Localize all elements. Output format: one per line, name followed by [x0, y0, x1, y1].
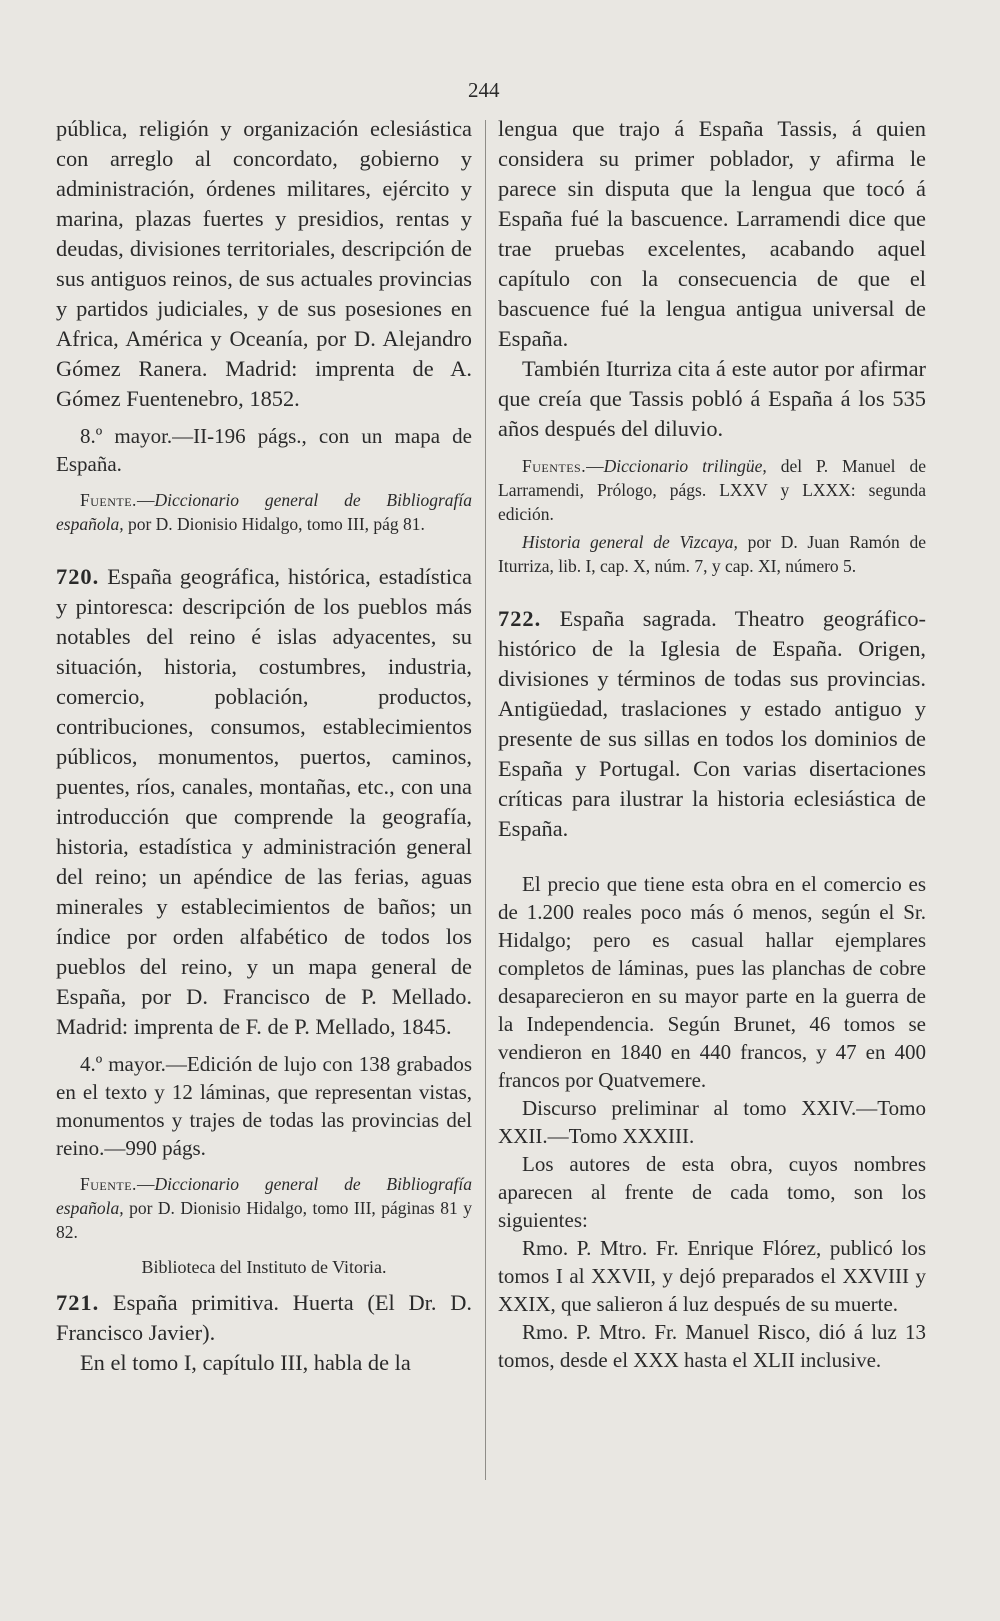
source-title: Diccionario trilingüe,: [603, 456, 767, 476]
source-rest: del P. Manuel de Larramendi, Prólogo, págs. LXXV y LXXX: segunda edición.: [498, 456, 926, 524]
florez-paragraph: Rmo. P. Mtro. Fr. Enrique Flórez, publicó los tomos I al XXVII, y dejó preparados el XXVIII y XXIX, que salieron á luz después de su muerte.: [498, 1236, 926, 1316]
entry-text: España geográfica, histórica, estadística y pintoresca: descripción de los pueblos más notables del reino é islas adyacentes, su situación, historia, costumbres, industria, comercio, población, productos, contribuciones, consumos, establecimientos públicos, monumentos, puertos, caminos, puentes, ríos, canales, montañas, etc., con una introducción que comprende la geografía, historia, estadística y administración general del reino; un apéndice de las ferias, aguas minerales y establecimientos de baños; un índice por orden alfabético de todos los pueblos del reino, y un mapa general de España, por D. Francisco de P. Mellado. Madrid: imprenta de F. de P. Mellado, 1845.: [56, 564, 472, 1039]
right-column: [498, 114, 926, 1374]
source-title: Diccionario general de Bibliografía española,: [56, 490, 472, 534]
source-rest: por D. Dionisio Hidalgo, tomo III, pág 81.: [123, 514, 425, 534]
source-note-3: Fuentes.—Diccionario trilingüe, del P. Manuel de Larramendi, Prólogo, págs. LXXV y LXXX: segunda edición.: [498, 456, 926, 524]
source-label: Fuente.: [80, 1174, 137, 1194]
left-column: [56, 114, 472, 1378]
column-divider: [485, 120, 486, 1480]
entry-722: [498, 604, 926, 844]
authors-paragraph: Los autores de esta obra, cuyos nombres aparecen al frente de cada tomo, son los siguientes:: [498, 1152, 926, 1232]
entry-number: 720.: [56, 564, 100, 589]
source-note-1: Fuente.—Diccionario general de Bibliografía española, por D. Dionisio Hidalgo, tomo III, pág 81.: [56, 490, 472, 534]
entry-number: 721.: [56, 1290, 100, 1315]
discurso-paragraph: Discurso preliminar al tomo XXIV.—Tomo XXII.—Tomo XXXIII.: [498, 1096, 926, 1148]
source-note-4: [498, 530, 926, 578]
source-rest: por D. Dionisio Hidalgo, tomo III, páginas 81 y 82.: [56, 1198, 472, 1242]
right-continuation-text: lengua que trajo á España Tassis, á quien considera su primer poblador, y afirma le parece sin disputa que la lengua que tocó á España fué la bascuence. Larramendi dice que trae pruebas excelentes, acabando aquel capítulo con la consecuencia de que el bascuence fué la lengua antigua universal de España.: [498, 116, 926, 351]
source-label: Fuente.: [80, 490, 137, 510]
entry-721-body: En el tomo I, capítulo III, habla de la: [80, 1350, 411, 1375]
entry-number: 722.: [498, 606, 542, 631]
source-label: Fuentes.: [522, 456, 587, 476]
entry-721: [56, 1288, 472, 1348]
entry-text: España sagrada. Theatro geográfico-histórico de la Iglesia de España. Origen, divisiones y términos de todas sus provincias. Antigüedad, traslaciones y estado antiguo y presente de sus sillas en todos los dominios de España y Portugal. Con varias disertaciones críticas para ilustrar la historia eclesiástica de España.: [498, 606, 926, 841]
entry-text: España primitiva. Huerta (El Dr. D. Francisco Javier).: [56, 1290, 472, 1345]
format-line-2: 4.º mayor.—Edición de lujo con 138 grabados en el texto y 12 láminas, que representan vistas, monumentos y trajes de todas las provincias del reino.—990 págs.: [56, 1052, 472, 1160]
page-number: 244: [468, 78, 500, 102]
iturriza-paragraph: También Iturriza cita á este autor por afirmar que creía que Tassis pobló á España á los 535 años después del diluvio.: [498, 356, 926, 441]
source-title: Diccionario general de Bibliografía española,: [56, 1174, 472, 1218]
left-continuation-text: pública, religión y organización eclesiástica con arreglo al concordato, gobierno y administración, órdenes militares, ejército y marina, plazas fuertes y presidios, rentas y deudas, divisiones territoriales, descripción de sus antiguos reinos, de sus actuales provincias y partidos judiciales, y de sus posesiones en Africa, América y Oceanía, por D. Alejandro Gómez Ranera. Madrid: imprenta de A. Gómez Fuentenebro, 1852.: [56, 116, 472, 411]
price-paragraph: El precio que tiene esta obra en el comercio es de 1.200 reales poco más ó menos, según el Sr. Hidalgo; pero es casual hallar ejemplares completos de láminas, pues las planchas de cobre desaparecieron en su mayor parte en la guerra de la Independencia. Según Brunet, 46 tomos se vendieron en 1840 en 440 francos, y 47 en 400 francos por Quatvemere.: [498, 872, 926, 1092]
risco-paragraph: Rmo. P. Mtro. Fr. Manuel Risco, dió á luz 13 tomos, desde el XXX hasta el XLII inclusive.: [498, 1320, 926, 1372]
source-title: Historia general de Vizcaya,: [522, 532, 738, 552]
entry-720: [56, 562, 472, 1042]
source-note-2: Fuente.—Diccionario general de Bibliografía española, por D. Dionisio Hidalgo, tomo III, páginas 81 y 82.: [56, 1174, 472, 1242]
library-note: Biblioteca del Instituto de Vitoria.: [141, 1257, 387, 1277]
source-rest: por D. Juan Ramón de Iturriza, lib. I, cap. X, núm. 7, y cap. XI, número 5.: [498, 532, 926, 576]
format-line-1: 8.º mayor.—II-196 págs., con un mapa de España.: [56, 424, 472, 476]
